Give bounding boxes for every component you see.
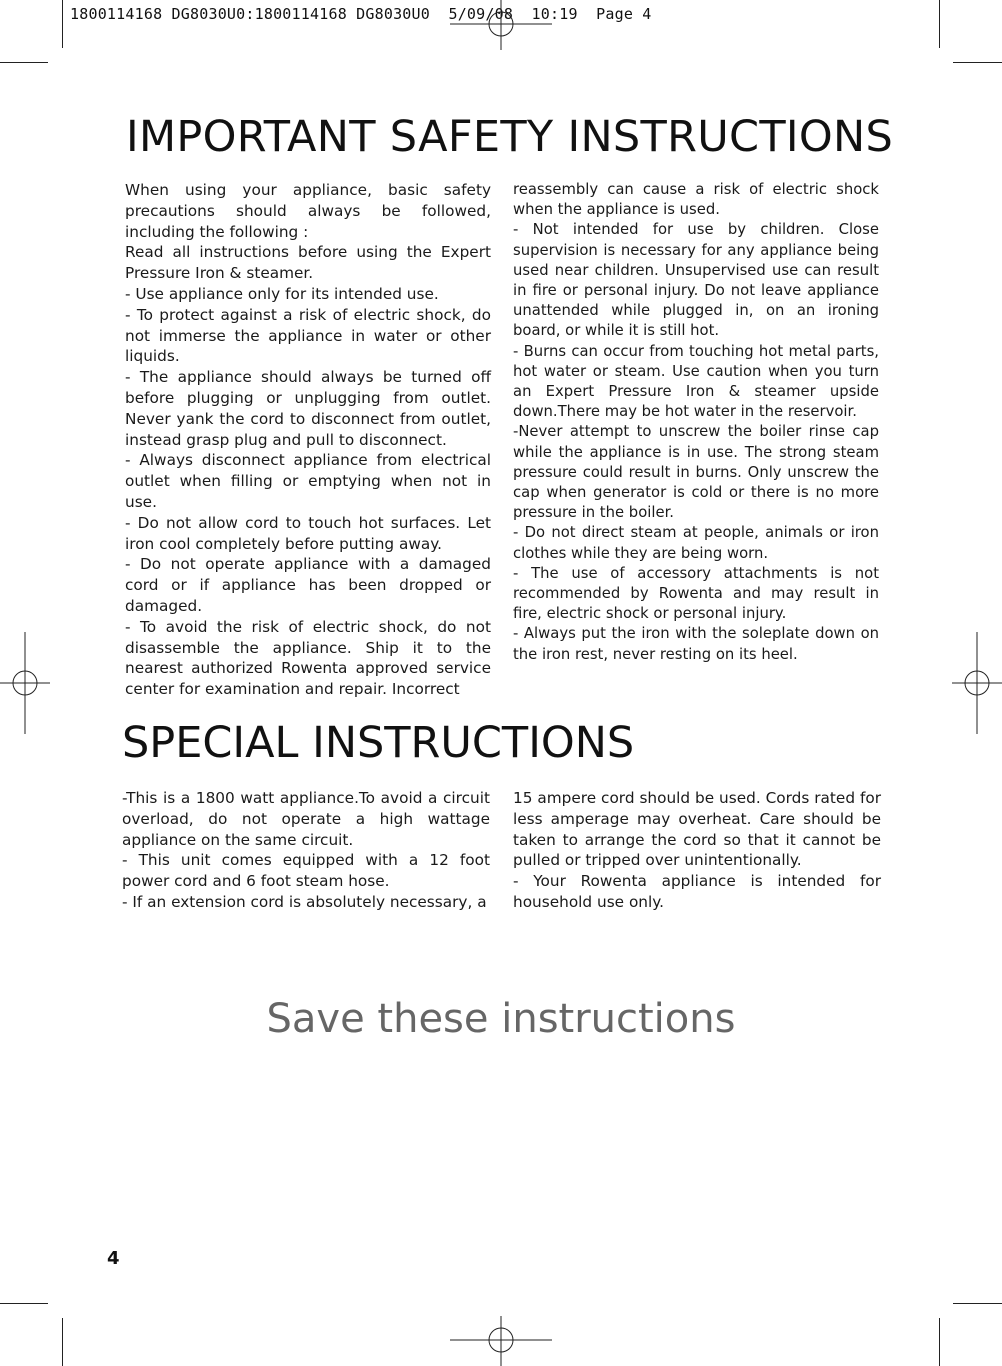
crop-mark-bottom-right-horizontal <box>953 1303 1002 1304</box>
safety-paragraph: - Do not operate appliance with a damaged cord or if appliance has been dropped or damaged. <box>125 555 491 615</box>
safety-instructions-heading: IMPORTANT SAFETY INSTRUCTIONS <box>126 112 894 162</box>
safety-paragraph: - Always put the iron with the soleplate down on the iron rest, never resting on its heel. <box>513 625 879 663</box>
safety-paragraph: - Do not allow cord to touch hot surfaces. Let iron cool completely before putting away. <box>125 513 491 553</box>
crop-mark-top-right-horizontal <box>953 62 1002 63</box>
crop-mark-bottom-right-vertical <box>939 1318 940 1366</box>
crop-mark-top-left-horizontal <box>0 62 48 63</box>
special-instructions-heading: SPECIAL INSTRUCTIONS <box>122 718 635 768</box>
safety-paragraph: - The appliance should always be turned off before plugging or unplugging from outlet. Never yank the cord to disconnect from outlet, instead grasp plug and pull to disconnect. <box>125 368 491 449</box>
registration-mark-top-icon <box>450 0 552 50</box>
special-right-column <box>513 788 881 913</box>
safety-paragraph: Read all instructions before using the Expert Pressure Iron & steamer. <box>125 243 491 283</box>
crop-mark-bottom-left-horizontal <box>0 1303 48 1304</box>
special-paragraph: - This unit comes equipped with a 12 foot power cord and 6 foot steam hose. <box>122 851 490 891</box>
crop-mark-top-right-vertical <box>939 0 940 48</box>
safety-paragraph: - To protect against a risk of electric shock, do not immerse the appliance in water or other liquids. <box>125 305 491 366</box>
registration-mark-left-icon <box>0 632 50 734</box>
safety-paragraph: - To avoid the risk of electric shock, do not disassemble the appliance. Ship it to the nearest authorized Rowenta approved service center for examination and repair. Incorrect <box>125 617 491 699</box>
safety-paragraph: - Not intended for use by children. Close supervision is necessary for any appliance being used near children. Unsupervised use can result in fire or personal injury. Do not leave appliance unattended while plugged in, on an ironing board, or while it is still hot. <box>513 221 879 340</box>
special-paragraph: 15 ampere cord should be used. Cords rated for less amperage may overheat. Care should be taken to arrange the cord so that it cannot be pulled or tripped over unintentionally. <box>513 789 881 870</box>
page-number: 4 <box>107 1248 120 1269</box>
crop-mark-bottom-left-vertical <box>62 1318 63 1366</box>
safety-right-column <box>513 180 879 665</box>
special-paragraph: -This is a 1800 watt appliance.To avoid a circuit overload, do not operate a high wattage appliance on the same circuit. <box>122 789 490 849</box>
safety-paragraph: - Use appliance only for its intended use. <box>125 284 439 303</box>
registration-mark-bottom-icon <box>450 1316 552 1366</box>
special-left-column <box>122 788 490 913</box>
safety-paragraph: - Always disconnect appliance from electrical outlet when filling or emptying when not in use. <box>125 451 491 511</box>
safety-paragraph: When using your appliance, basic safety precautions should always be followed, including the following : <box>125 181 491 241</box>
safety-paragraph: - Do not direct steam at people, animals or iron clothes while they are being worn. <box>513 524 879 562</box>
special-paragraph: - Your Rowenta appliance is intended for household use only. <box>513 872 881 911</box>
registration-mark-right-icon <box>952 632 1002 734</box>
save-instructions-note: Save these instructions <box>266 996 736 1042</box>
safety-left-column <box>125 180 491 700</box>
safety-paragraph: -Never attempt to unscrew the boiler rinse cap while the appliance is in use. The strong steam pressure could result in burns. Only unscrew the cap when generator is cold or there is no more pressure in the boiler. <box>513 423 879 522</box>
safety-paragraph: reassembly can cause a risk of electric shock when the appliance is used. <box>513 181 879 219</box>
safety-paragraph: - The use of accessory attachments is not recommended by Rowenta and may result in fire, electric shock or personal injury. <box>513 564 879 623</box>
special-paragraph: - If an extension cord is absolutely necessary, a <box>122 892 487 911</box>
print-job-header: 1800114168 DG8030U0:1800114168 DG8030U0 5/09/08 10:19 Page 4 <box>70 5 652 23</box>
crop-mark-top-left-vertical <box>62 0 63 48</box>
safety-paragraph: - Burns can occur from touching hot metal parts, hot water or steam. Use caution when you turn an Expert Pressure Iron & steamer upside down.There may be hot water in the reservoir. <box>513 342 879 421</box>
